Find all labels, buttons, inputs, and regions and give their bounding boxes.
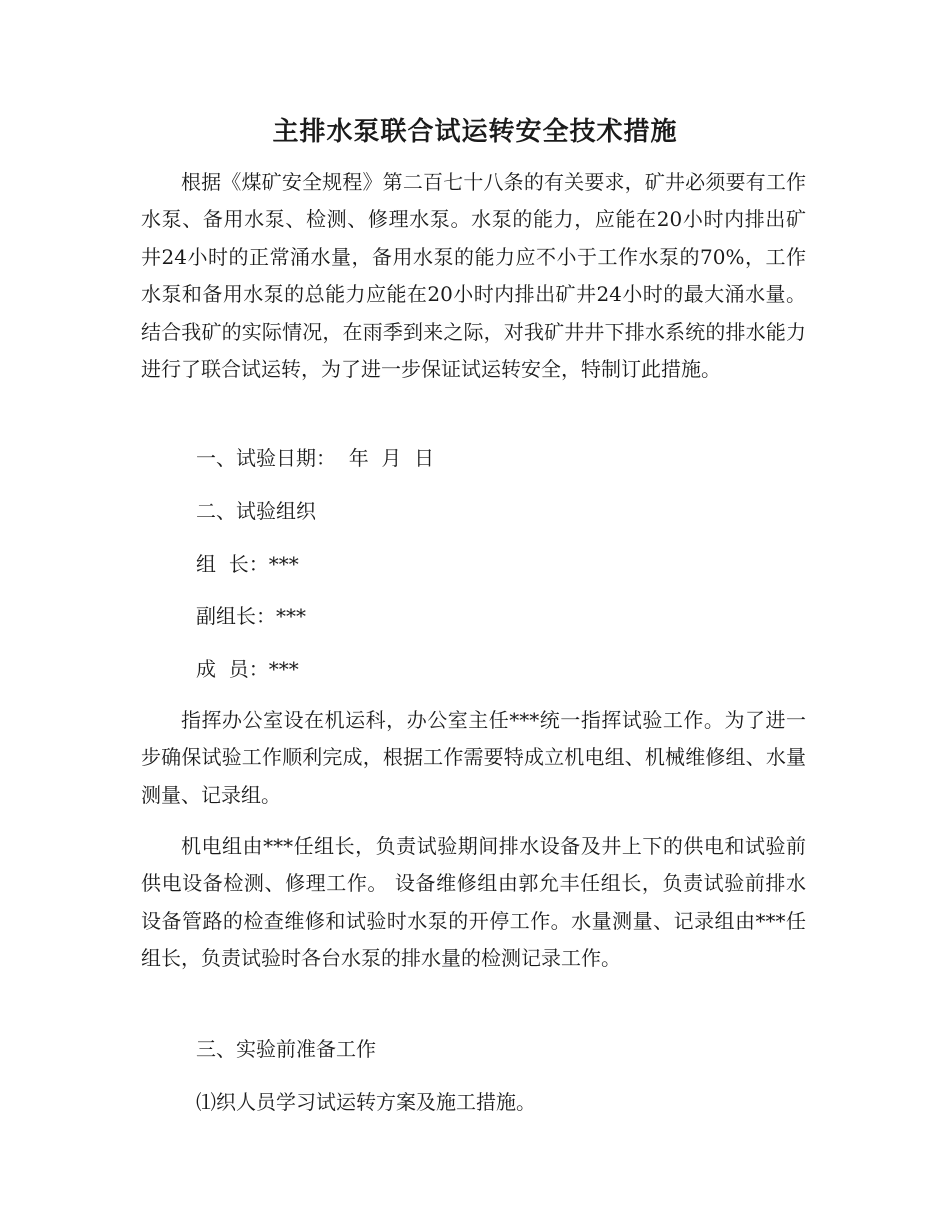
intro-paragraph: 根据《煤矿安全规程》第二百七十八条的有关要求，矿井必须要有工作水泵、备用水泵、检测、修理水泵。水泵的能力，应能在20小时内排出矿井24小时的正常涌水量，备用水泵的能力应不小于工作水泵的70%，工作水泵和备用水泵的总能力应能在20小时内排出矿井24小时的最大涌水量。结合我矿的实际情况，在雨季到来之际，对我矿井井下排水系统的排水能力进行了联合试运转，为了进一步保证试运转安全，特制订此措施。 [141, 170, 806, 382]
section-preparation: 三、实验前准备工作 [196, 1037, 376, 1061]
deputy-leader-line: 副组长：*** [196, 604, 306, 628]
section-test-date: 一、试验日期： 年 月 日 [196, 446, 435, 470]
section-test-organization: 二、试验组织 [196, 499, 316, 523]
preparation-item-1: ⑴织人员学习试运转方案及施工措施。 [196, 1090, 536, 1114]
group-leader-line: 组 长：*** [196, 552, 299, 576]
document-title: 主排水泵联合试运转安全技术措施 [272, 117, 678, 147]
members-line: 成 员：*** [196, 657, 299, 681]
command-office-paragraph: 指挥办公室设在机运科，办公室主任***统一指挥试验工作。为了进一步确保试验工作顺利完成，根据工作需要特成立机电组、机械维修组、水量测量、记录组。 [141, 708, 806, 807]
working-groups-paragraph: 机电组由***任组长，负责试验期间排水设备及井上下的供电和试验前 供电设备检测、修理工作。 设备维修组由郭允丰任组长，负责试验前排水设备管路的检查维修和试验时水泵的开停工作。水量测量、记录组由***任组长，负责试验时各台水泵的排水量的检测记录工作。 [141, 834, 806, 971]
